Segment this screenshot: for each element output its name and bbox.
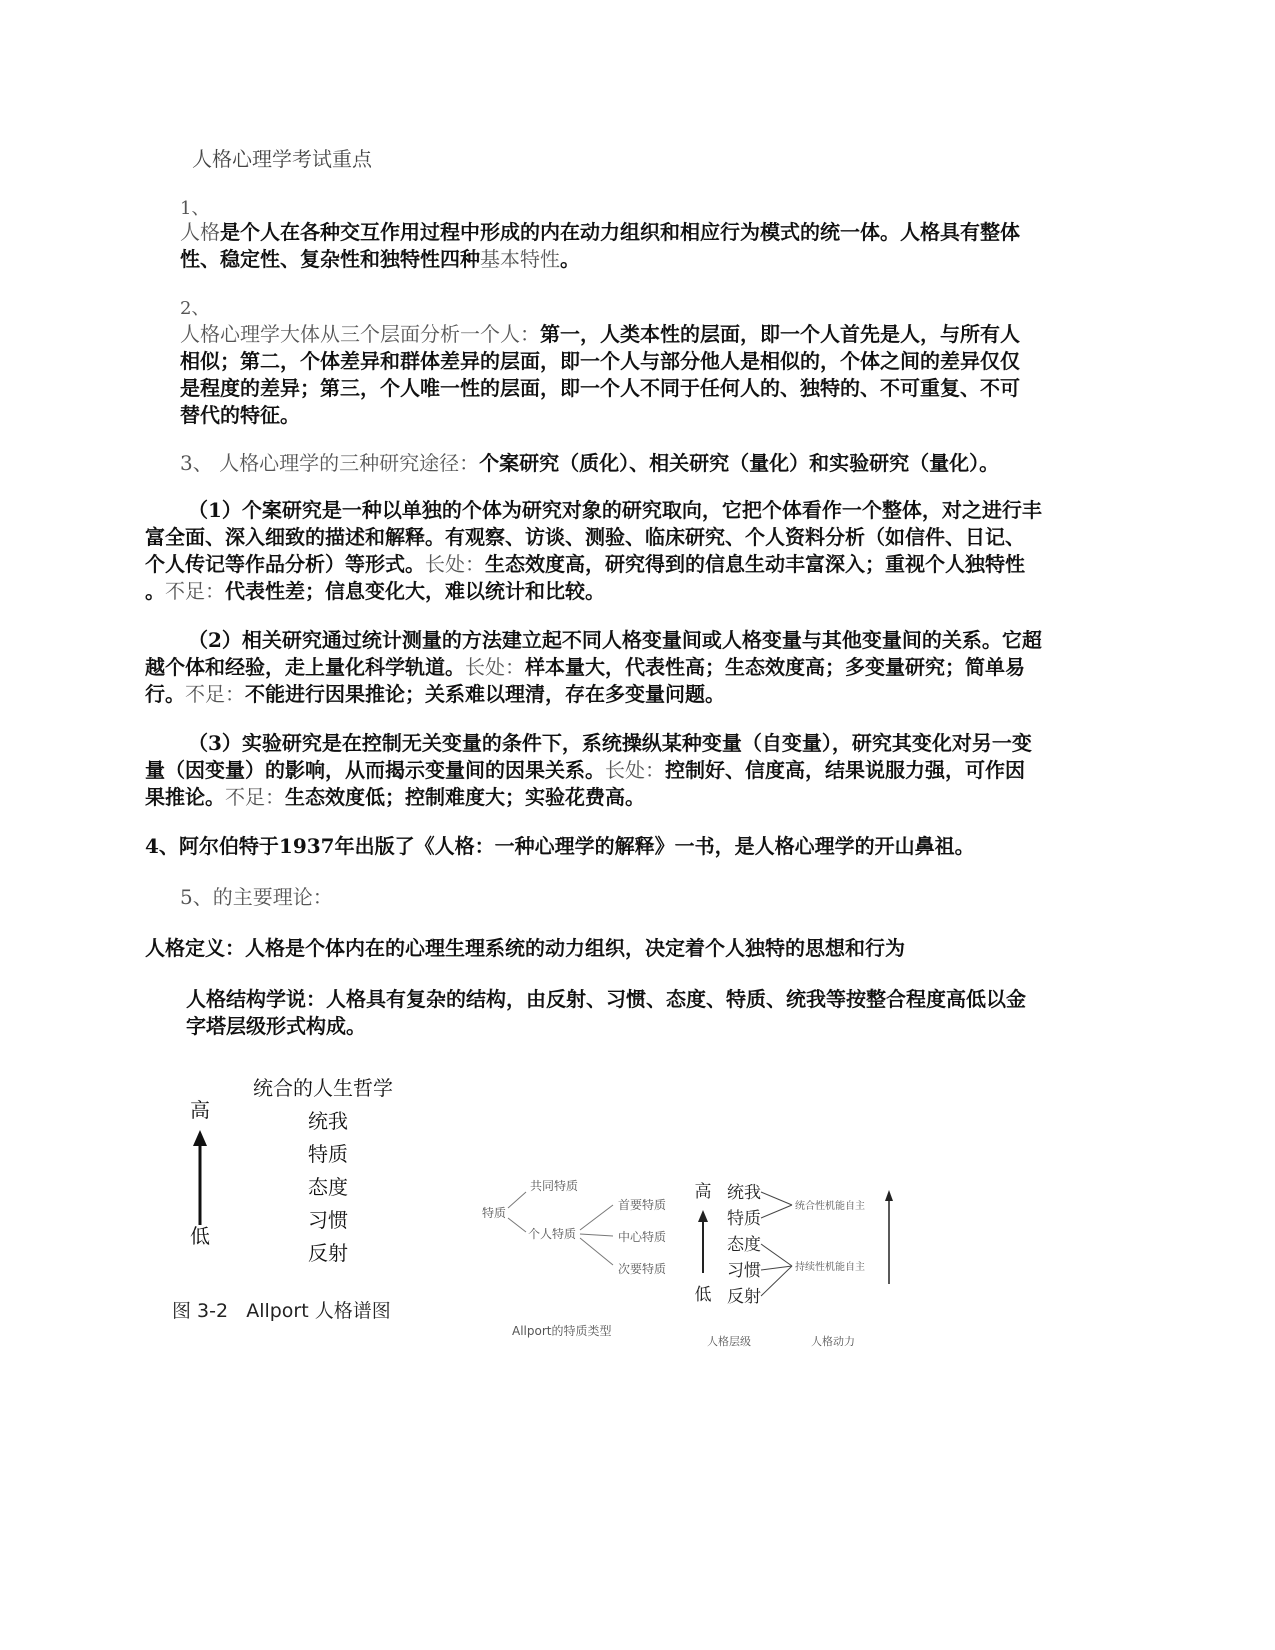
section-2-line-1 bbox=[180, 321, 1020, 347]
fig2-caption: Allport的特质类型 bbox=[512, 1324, 612, 1338]
correlation-pros-label: 长处： bbox=[465, 655, 525, 679]
fig3-connector-trait bbox=[761, 1205, 792, 1218]
fig2-branch-central bbox=[580, 1234, 613, 1236]
fig3-perseverative-autonomy: 持续性机能自主 bbox=[795, 1262, 865, 1273]
correlation-text-end: 行。 bbox=[145, 682, 185, 706]
fig2-root-trait: 特质 bbox=[482, 1206, 507, 1220]
fig2-cardinal-trait: 首要特质 bbox=[618, 1198, 667, 1212]
case-study-line-4 bbox=[145, 578, 605, 604]
experiment-cons-label: 不足： bbox=[225, 785, 285, 809]
personality-hierarchy-figure bbox=[685, 1170, 915, 1360]
allport-spectrum-figure bbox=[160, 1060, 460, 1340]
case-study-line-3 bbox=[145, 551, 1025, 577]
fig1-high-label: 高 bbox=[190, 1098, 210, 1122]
experiment-line-1: （3）实验研究是在控制无关变量的条件下，系统操纵某种变量（自变量），研究其变化对另一变 bbox=[188, 731, 1032, 755]
fig2-personal-trait: 个人特质 bbox=[528, 1227, 577, 1241]
fig1-level-attitude: 态度 bbox=[308, 1175, 348, 1199]
case-study-period: 。 bbox=[145, 579, 165, 603]
section-1-period: 。 bbox=[560, 247, 580, 271]
experiment-text: 量（因变量）的影响，从而揭示变量间的因果关系。 bbox=[145, 758, 605, 782]
case-study-line-2: 富全面、深入细致的描述和解释。有观察、访谈、测验、临床研究、个人资料分析（如信件、日记、 bbox=[145, 525, 1025, 549]
fig3-integrative-autonomy: 统合性机能自主 bbox=[795, 1201, 865, 1212]
fig2-branch-personal bbox=[508, 1218, 526, 1232]
fig3-connector-habit bbox=[761, 1266, 792, 1270]
fig2-branch-common bbox=[508, 1192, 526, 1208]
fig3-connector-attitude bbox=[761, 1244, 792, 1266]
fig2-branch-cardinal bbox=[580, 1205, 613, 1230]
fig3-level-attitude: 态度 bbox=[727, 1235, 761, 1255]
section-1-number: 1、 bbox=[180, 198, 210, 219]
document-title: 人格心理学考试重点 bbox=[192, 147, 372, 171]
fig3-level-reflex: 反射 bbox=[727, 1287, 761, 1307]
fig3-connector-proprium bbox=[761, 1192, 792, 1205]
section-1-text-2: 性、稳定性、复杂性和独特性四种 bbox=[180, 247, 480, 271]
section-3-methods: 个案研究（质化）、相关研究（量化）和实验研究（量化）。 bbox=[479, 451, 1000, 475]
case-study-cons: 代表性差；信息变化大，难以统计和比较。 bbox=[225, 579, 605, 603]
section-5: 5、的主要理论： bbox=[180, 885, 333, 909]
fig3-level-habit: 习惯 bbox=[727, 1261, 761, 1281]
correlation-cons-label: 不足： bbox=[185, 682, 245, 706]
fig3-caption-hierarchy: 人格层级 bbox=[707, 1335, 751, 1348]
section-1-text: 是个人在各种交互作用过程中形成的内在动力组织和相应行为模式的统一体。人格具有整体 bbox=[220, 220, 1020, 244]
correlation-line-3 bbox=[145, 681, 725, 707]
experiment-pros-label: 长处： bbox=[605, 758, 665, 782]
structure-theory-line-1: 人格结构学说：人格具有复杂的结构，由反射、习惯、态度、特质、统我等按整合程度高低以金 bbox=[186, 987, 1026, 1011]
fig1-level-habit: 习惯 bbox=[308, 1208, 348, 1232]
section-2-line-3: 是程度的差异；第三，个人唯一性的层面，即一个人不同于任何人的、独特的、不可重复、不可 bbox=[180, 376, 1020, 400]
fig3-dynamics-arrow-head bbox=[885, 1190, 893, 1201]
fig3-caption-dynamics: 人格动力 bbox=[811, 1335, 855, 1348]
case-study-pros-label: 长处： bbox=[425, 552, 485, 576]
fig2-common-trait: 共同特质 bbox=[530, 1179, 579, 1193]
fig2-branch-secondary bbox=[580, 1238, 613, 1265]
section-2-text: 第一，人类本性的层面，即一个人首先是人，与所有人 bbox=[540, 322, 1020, 346]
case-study-line-1: （1）个案研究是一种以单独的个体为研究对象的研究取向，它把个体看作一个整体，对之进行丰 bbox=[188, 498, 1042, 522]
correlation-cons: 不能进行因果推论；关系难以理清，存在多变量问题。 bbox=[245, 682, 725, 706]
fig3-arrow-head bbox=[698, 1210, 708, 1222]
experiment-text-end: 果推论。 bbox=[145, 785, 225, 809]
section-2-line-2: 相似；第二，个体差异和群体差异的层面，即一个人与部分他人是相似的，个体之间的差异仅仅 bbox=[180, 349, 1020, 373]
fig1-low-label: 低 bbox=[190, 1224, 210, 1248]
section-1-line-1 bbox=[180, 219, 1020, 245]
experiment-line-3 bbox=[145, 784, 645, 810]
section-2-lead: 人格心理学大体从三个层面分析一个人： bbox=[180, 322, 540, 346]
correlation-text: 越个体和经验，走上量化科学轨道。 bbox=[145, 655, 465, 679]
structure-theory-line-2: 字塔层级形式构成。 bbox=[186, 1014, 366, 1038]
fig1-level-reflex: 反射 bbox=[308, 1241, 348, 1265]
correlation-line-1: （2）相关研究通过统计测量的方法建立起不同人格变量间或人格变量与其他变量间的关系。它超 bbox=[188, 628, 1042, 652]
section-3-lead: 3、 人格心理学的三种研究途径： bbox=[180, 451, 480, 475]
case-study-pros: 生态效度高，研究得到的信息生动丰富深入；重视个人独特性 bbox=[485, 552, 1025, 576]
experiment-line-2 bbox=[145, 757, 1025, 783]
fig1-arrow-head bbox=[193, 1130, 207, 1146]
correlation-pros: 样本量大，代表性高；生态效度高；多变量研究；简单易 bbox=[525, 655, 1025, 679]
section-2-line-4: 替代的特征。 bbox=[180, 403, 300, 427]
section-1-term: 人格 bbox=[180, 220, 220, 244]
personality-definition: 人格定义：人格是个体内在的心理生理系统的动力组织，决定着个人独特的思想和行为 bbox=[145, 936, 905, 960]
fig3-level-proprium: 统我 bbox=[727, 1183, 761, 1203]
fig2-secondary-trait: 次要特质 bbox=[618, 1262, 667, 1276]
section-3-heading bbox=[180, 450, 999, 476]
fig3-high-label: 高 bbox=[694, 1182, 712, 1202]
fig3-level-trait: 特质 bbox=[727, 1209, 761, 1229]
correlation-line-2 bbox=[145, 654, 1025, 680]
section-1-basic-traits: 基本特性 bbox=[480, 247, 560, 271]
section-1-line-2 bbox=[180, 246, 580, 272]
section-4: 4、阿尔伯特于1937年出版了《人格：一种心理学的解释》一书，是人格心理学的开山鼻祖。 bbox=[145, 834, 975, 858]
section-2-number: 2、 bbox=[180, 298, 210, 319]
fig1-caption: 图 3-2 Allport 人格谱图 bbox=[172, 1300, 391, 1322]
fig3-connector-reflex bbox=[761, 1266, 792, 1296]
case-study-cons-label: 不足： bbox=[165, 579, 225, 603]
experiment-cons: 生态效度低；控制难度大；实验花费高。 bbox=[285, 785, 645, 809]
allport-trait-types-figure bbox=[470, 1170, 680, 1350]
fig2-central-trait: 中心特质 bbox=[618, 1230, 667, 1244]
case-study-forms: 个人传记等作品分析）等形式。 bbox=[145, 552, 425, 576]
fig1-level-trait: 特质 bbox=[308, 1142, 348, 1166]
fig1-level-philosophy: 统合的人生哲学 bbox=[253, 1076, 393, 1100]
experiment-pros: 控制好、信度高，结果说服力强，可作因 bbox=[665, 758, 1025, 782]
fig3-low-label: 低 bbox=[694, 1285, 712, 1305]
fig1-level-proprium: 统我 bbox=[308, 1109, 348, 1133]
